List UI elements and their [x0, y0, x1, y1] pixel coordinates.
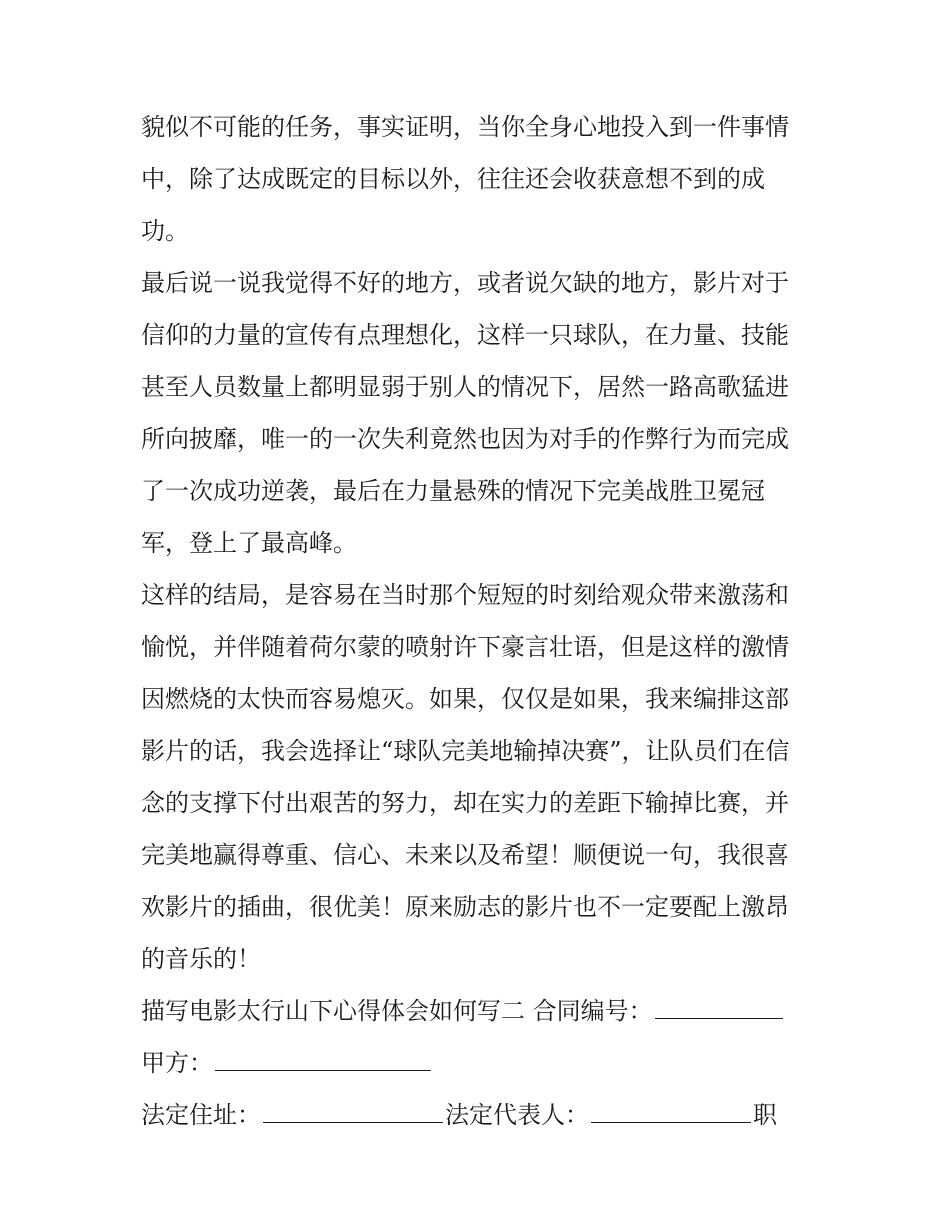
paragraph-2-line-6: 军，登上了最高峰。 [141, 529, 357, 557]
paragraph-1-line-1: 貌似不可能的任务，事实证明，当你全身心地投入到一件事情 [141, 113, 789, 141]
paragraph-3-line-7: 欢影片的插曲，很优美！原来励志的影片也不一定要配上激昂 [141, 893, 789, 921]
party-a-blank[interactable] [215, 1044, 431, 1071]
paragraph-2-line-4: 所向披靡，唯一的一次失利竟然也因为对手的作弊行为而完成 [141, 425, 789, 453]
address-blank[interactable] [263, 1096, 443, 1123]
paragraph-3-line-3: 因燃烧的太快而容易熄灭。如果，仅仅是如果，我来编排这部 [141, 685, 789, 713]
paragraph-2-line-2: 信仰的力量的宣传有点理想化，这样一只球队，在力量、技能 [141, 321, 789, 349]
paragraph-3-line-1: 这样的结局，是容易在当时那个短短的时刻给观众带来激荡和 [141, 581, 789, 609]
paragraph-3-line-2: 愉悦，并伴随着荷尔蒙的喷射许下豪言壮语，但是这样的激情 [141, 633, 789, 661]
paragraph-3-line-4: 影片的话，我会选择让“球队完美地输掉决赛”，让队员们在信 [141, 737, 790, 765]
address-label: 法定住址： [141, 1101, 261, 1129]
party-a-label: 甲方： [141, 1049, 213, 1077]
paragraph-2-line-5: 了一次成功逆袭，最后在力量悬殊的情况下完美战胜卫冕冠 [141, 477, 765, 505]
address-line [141, 1093, 821, 1137]
paragraph-2-line-1: 最后说一说我觉得不好的地方，或者说欠缺的地方，影片对于 [141, 269, 789, 297]
party-a-line [141, 1041, 821, 1085]
paragraph-1-line-2: 中，除了达成既定的目标以外，往往还会收获意想不到的成 [141, 165, 765, 193]
paragraph-3-line-8: 的音乐的！ [141, 945, 261, 973]
contract-number-blank[interactable] [655, 992, 783, 1019]
representative-blank[interactable] [591, 1096, 751, 1123]
paragraph-3-line-5: 念的支撑下付出艰苦的努力，却在实力的差距下输掉比赛，并 [141, 789, 789, 817]
contract-heading-line [141, 989, 821, 1033]
title-label: 职 [753, 1101, 777, 1129]
paragraph-2-line-3: 甚至人员数量上都明显弱于别人的情况下，居然一路高歌猛进 [141, 373, 789, 401]
paragraph-1-line-3: 功。 [141, 217, 189, 245]
paragraph-3-line-6: 完美地赢得尊重、信心、未来以及希望！顺便说一句，我很喜 [141, 841, 789, 869]
representative-label: 法定代表人： [445, 1101, 589, 1129]
contract-heading: 描写电影太行山下心得体会如何写二 合同编号： [141, 997, 653, 1025]
